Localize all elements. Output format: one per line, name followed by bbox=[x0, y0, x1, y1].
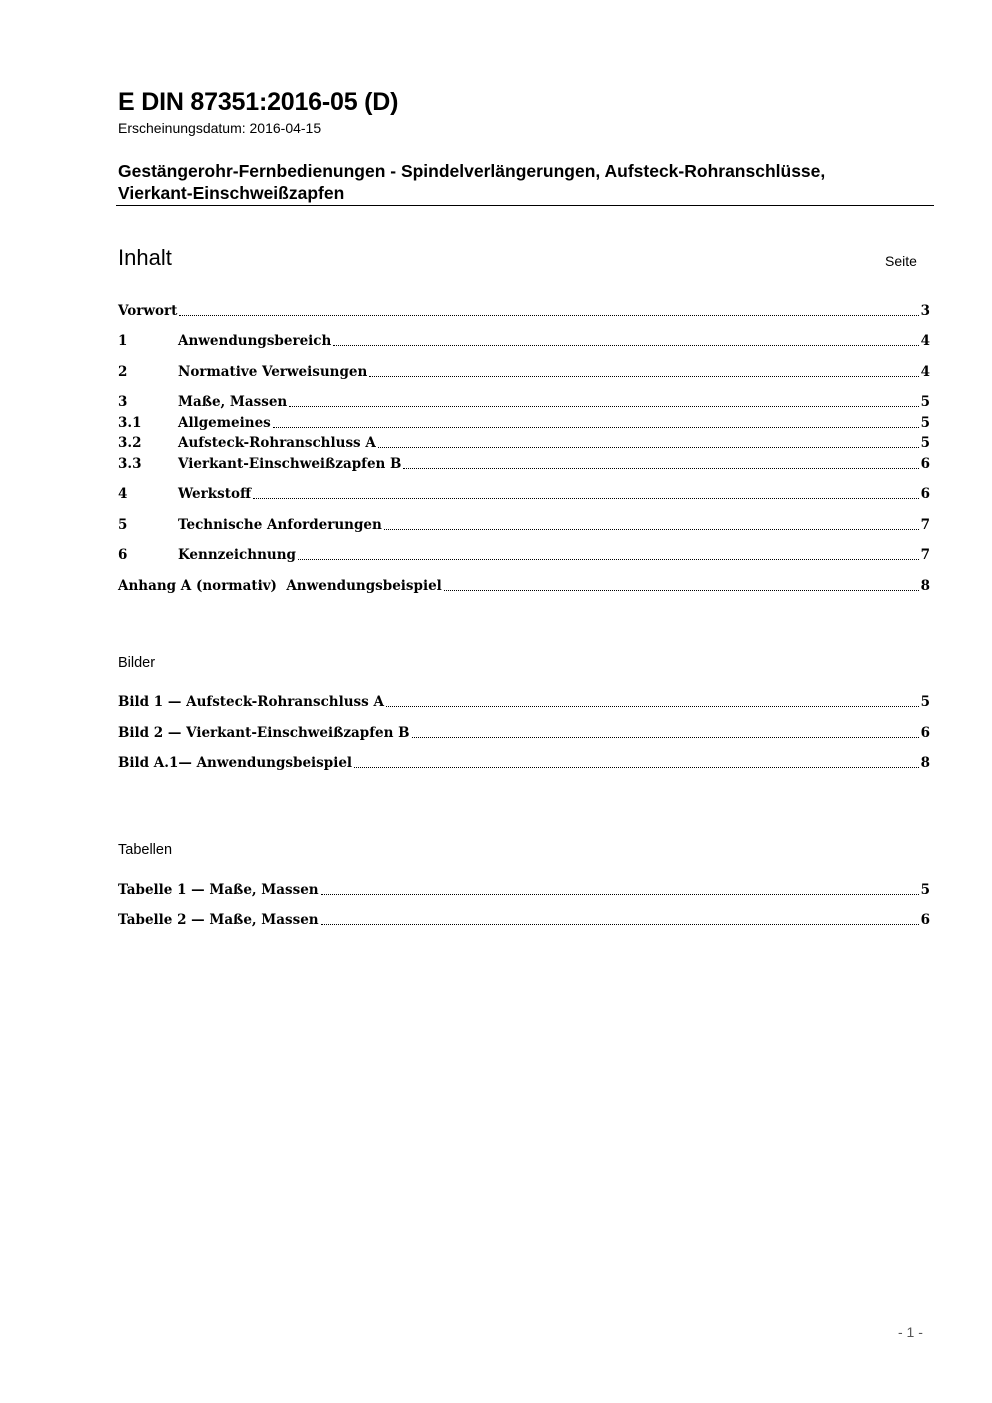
contents-heading: Inhalt bbox=[118, 245, 172, 270]
toc-entry-page: 8 bbox=[920, 578, 930, 594]
leader-dots bbox=[354, 767, 919, 768]
toc-entry-number: 3.3 bbox=[118, 456, 142, 472]
toc-entry-page: 4 bbox=[920, 364, 930, 380]
document-title bbox=[118, 160, 948, 204]
figure-entry[interactable] bbox=[118, 752, 930, 772]
figure-entry-label: Bild A.1— Anwendungsbeispiel bbox=[118, 755, 353, 771]
figure-entry[interactable] bbox=[118, 691, 930, 711]
figure-entry-page: 8 bbox=[920, 755, 930, 771]
toc-entry-label: Vierkant-Einschweißzapfen B bbox=[178, 456, 402, 472]
leader-dots bbox=[273, 427, 919, 428]
leader-dots bbox=[444, 590, 919, 591]
toc-entry-number: 4 bbox=[118, 486, 128, 502]
toc-entry-label: Aufsteck-Rohranschluss A bbox=[178, 435, 376, 451]
toc-entry-page: 3 bbox=[920, 303, 930, 319]
toc-entry-page: 7 bbox=[920, 517, 930, 533]
table-entry-label: Tabelle 1 — Maße, Massen bbox=[118, 882, 319, 898]
toc-entry[interactable] bbox=[118, 575, 930, 595]
leader-dots bbox=[403, 468, 918, 469]
leader-dots bbox=[298, 559, 919, 560]
toc-entry-number: 1 bbox=[118, 333, 128, 349]
leader-dots bbox=[333, 345, 918, 346]
table-entry-page: 6 bbox=[920, 912, 930, 928]
toc-entry[interactable] bbox=[118, 412, 930, 432]
table-entry-label: Tabelle 2 — Maße, Massen bbox=[118, 912, 319, 928]
toc-entry-number: 3.1 bbox=[118, 415, 142, 431]
toc-entry-number: 6 bbox=[118, 547, 128, 563]
tables-heading: Tabellen bbox=[118, 842, 173, 858]
toc-entry-label: Technische Anforderungen bbox=[178, 517, 382, 533]
toc-entry-page: 7 bbox=[920, 547, 930, 563]
leader-dots bbox=[412, 737, 919, 738]
toc-entry[interactable] bbox=[118, 432, 930, 452]
leader-dots bbox=[321, 894, 919, 895]
toc-entry-label: Anwendungsbereich bbox=[178, 333, 332, 349]
leader-dots bbox=[289, 406, 918, 407]
leader-dots bbox=[384, 529, 919, 530]
figure-entry-label: Bild 2 — Vierkant-Einschweißzapfen B bbox=[118, 725, 410, 741]
toc-entry-label: Normative Verweisungen bbox=[178, 364, 368, 380]
figure-entry[interactable] bbox=[118, 722, 930, 742]
toc-entry[interactable] bbox=[118, 453, 930, 473]
figure-entry-page: 6 bbox=[920, 725, 930, 741]
toc-entry[interactable] bbox=[118, 391, 930, 411]
toc-entry-number: 3.2 bbox=[118, 435, 142, 451]
leader-dots bbox=[386, 706, 919, 707]
toc-entry-page: 5 bbox=[920, 415, 930, 431]
page-number: - 1 - bbox=[898, 1324, 923, 1340]
table-entry[interactable] bbox=[118, 879, 930, 899]
leader-dots bbox=[179, 315, 918, 316]
title-line-2: Vierkant-Einschweißzapfen bbox=[118, 183, 345, 203]
toc-entry-number: 5 bbox=[118, 517, 128, 533]
leader-dots bbox=[378, 447, 919, 448]
leader-dots bbox=[369, 376, 918, 377]
document-id: E DIN 87351:2016-05 (D) bbox=[118, 88, 399, 116]
toc-entry[interactable] bbox=[118, 483, 930, 503]
title-divider bbox=[116, 205, 934, 206]
page-column-label: Seite bbox=[885, 253, 917, 269]
toc-entry[interactable] bbox=[118, 300, 930, 320]
toc-entry[interactable] bbox=[118, 544, 930, 564]
toc-entry[interactable] bbox=[118, 514, 930, 534]
figure-entry-page: 5 bbox=[920, 694, 930, 710]
toc-entry-number: 2 bbox=[118, 364, 128, 380]
table-entry[interactable] bbox=[118, 909, 930, 929]
figures-heading: Bilder bbox=[118, 655, 156, 671]
toc-entry-label: Anhang A (normativ) Anwendungsbeispiel bbox=[118, 578, 442, 594]
toc-entry[interactable] bbox=[118, 361, 930, 381]
title-line-1: Gestängerohr-Fernbedienungen - Spindelverlängerungen, Aufsteck-Rohranschlüsse, bbox=[118, 161, 826, 181]
toc-entry-page: 4 bbox=[920, 333, 930, 349]
toc-entry-page: 5 bbox=[920, 435, 930, 451]
toc-entry-label: Werkstoff bbox=[178, 486, 252, 502]
toc-entry-page: 6 bbox=[920, 486, 930, 502]
leader-dots bbox=[253, 498, 919, 499]
toc-entry-label: Maße, Massen bbox=[178, 394, 288, 410]
table-entry-page: 5 bbox=[920, 882, 930, 898]
figure-entry-label: Bild 1 — Aufsteck-Rohranschluss A bbox=[118, 694, 384, 710]
publication-date: Erscheinungsdatum: 2016-04-15 bbox=[118, 120, 322, 136]
toc-entry-page: 6 bbox=[920, 456, 930, 472]
toc-entry-label: Kennzeichnung bbox=[178, 547, 296, 563]
toc-entry-page: 5 bbox=[920, 394, 930, 410]
leader-dots bbox=[321, 924, 919, 925]
toc-entry-number: 3 bbox=[118, 394, 128, 410]
toc-entry-label: Vorwort bbox=[118, 303, 178, 319]
toc-entry-label: Allgemeines bbox=[178, 415, 271, 431]
toc-entry[interactable] bbox=[118, 330, 930, 350]
